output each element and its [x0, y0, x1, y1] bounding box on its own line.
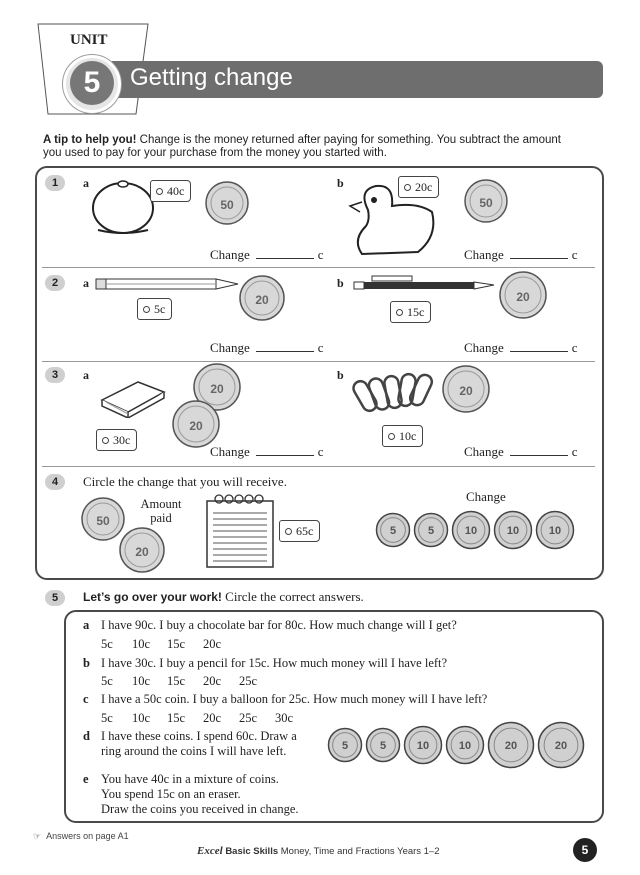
question-number-1: 1 — [45, 175, 65, 191]
notebook-image — [98, 378, 168, 418]
answer-option[interactable]: 20c — [203, 674, 222, 688]
answer-line[interactable] — [510, 446, 568, 456]
change-label: Change — [464, 444, 504, 459]
pencil-image — [95, 276, 240, 292]
svg-text:20: 20 — [255, 293, 269, 307]
answer-line[interactable] — [510, 342, 568, 352]
price-tag: 10c — [382, 425, 423, 447]
q5d-letter: d — [83, 729, 90, 743]
coin-10c-icon[interactable] — [493, 510, 533, 550]
change-coins-row — [375, 502, 595, 558]
q5e-letter: e — [83, 772, 89, 786]
tip-lead: A tip to help you! — [43, 134, 137, 146]
cents-unit: c — [571, 340, 578, 355]
svg-text:20: 20 — [554, 740, 568, 752]
tip-body: Change is the money returned after paying for something. You subtract the amount you used to pay for your purchase from the money you started with. — [43, 134, 561, 159]
footer-title — [197, 845, 440, 857]
change-answer-q3a — [210, 444, 324, 460]
coin-10c-icon[interactable] — [445, 725, 485, 765]
answer-option[interactable]: 10c — [132, 674, 151, 688]
q5a-question: I have 90c. I buy a chocolate bar for 80c. How much change will I get? — [101, 618, 457, 632]
price-tag: 20c — [398, 176, 439, 198]
svg-text:5: 5 — [389, 525, 397, 537]
change-label: Change — [464, 247, 504, 262]
svg-text:20: 20 — [516, 290, 530, 304]
amount-paid-label: Amount paid — [140, 497, 182, 525]
svg-text:20: 20 — [135, 545, 149, 559]
q5-text: Circle the correct answers. — [221, 589, 364, 604]
page-number: 5 — [573, 838, 597, 862]
svg-text:50: 50 — [479, 196, 493, 210]
answer-option[interactable]: 5c — [101, 637, 113, 651]
q5a-letter: a — [83, 618, 90, 632]
answer-option[interactable]: 15c — [167, 711, 186, 725]
answer-option[interactable]: 25c — [239, 674, 258, 688]
change-label: Change — [210, 247, 250, 262]
svg-text:10: 10 — [548, 525, 562, 537]
q5e-line3: Draw the coins you received in change. — [101, 802, 299, 816]
answers-note — [33, 831, 129, 842]
q5-instruction — [83, 589, 364, 605]
q3b-letter: b — [337, 368, 344, 382]
q5d-line2: ring around the coins I will have left. — [101, 744, 287, 758]
brand-excel: Excel — [197, 845, 223, 857]
divider — [42, 361, 595, 362]
answer-option[interactable]: 5c — [101, 674, 113, 688]
svg-text:20: 20 — [504, 740, 518, 752]
coin-20c-icon — [171, 399, 221, 449]
price-tag: 30c — [96, 429, 137, 451]
q5b-question: I have 30c. I buy a pencil for 15c. How much money will I have left? — [101, 656, 448, 670]
svg-text:10: 10 — [506, 525, 520, 537]
coin-20c-icon[interactable] — [487, 721, 535, 769]
price-tag: 5c — [137, 298, 172, 320]
cents-unit: c — [317, 340, 324, 355]
coin-10c-icon[interactable] — [451, 510, 491, 550]
answer-option[interactable]: 15c — [167, 637, 186, 651]
pen-image — [352, 274, 497, 294]
page-title: Getting change — [130, 64, 293, 91]
q5b-letter: b — [83, 656, 90, 670]
divider — [42, 267, 595, 268]
answer-line[interactable] — [256, 249, 314, 259]
question-number-3: 3 — [45, 367, 65, 383]
spiral-notepad-image — [205, 493, 277, 569]
q1b-letter: b — [337, 176, 344, 190]
svg-text:10: 10 — [416, 740, 430, 752]
coin-20c-icon — [441, 364, 491, 414]
q3a-letter: a — [83, 368, 89, 382]
change-answer-q2a — [210, 340, 324, 356]
unit-number: 5 — [70, 61, 114, 105]
coin-5c-icon[interactable] — [413, 512, 449, 548]
coin-5c-icon[interactable] — [327, 727, 363, 763]
svg-text:20: 20 — [459, 384, 473, 398]
tip-text — [43, 134, 573, 160]
question-number-4: 4 — [45, 474, 65, 490]
q1a-letter: a — [83, 176, 89, 190]
price-tag: 40c — [150, 180, 191, 202]
cents-unit: c — [571, 247, 578, 262]
change-answer-q3b — [464, 444, 578, 460]
q5e-line2: You spend 15c on an eraser. — [101, 787, 241, 801]
coin-10c-icon[interactable] — [403, 725, 443, 765]
answer-option[interactable]: 25c — [239, 711, 258, 725]
pointing-hand-icon: ☞ — [33, 831, 42, 841]
answer-option[interactable]: 15c — [167, 674, 186, 688]
answer-option[interactable]: 10c — [132, 711, 151, 725]
coin-20c-icon — [118, 526, 166, 574]
coin-50c-icon — [463, 178, 509, 224]
change-answer-q1a — [210, 247, 324, 263]
svg-text:20: 20 — [210, 382, 224, 396]
q5c-letter: c — [83, 692, 89, 706]
coin-20c-icon — [238, 274, 286, 322]
coin-20c-icon — [498, 270, 548, 320]
cents-unit: c — [317, 444, 324, 459]
answer-line[interactable] — [510, 249, 568, 259]
svg-text:20: 20 — [189, 419, 203, 433]
coin-50c-icon — [204, 180, 250, 226]
q5e-line1: You have 40c in a mixture of coins. — [101, 772, 279, 786]
q4-instruction: Circle the change that you will receive. — [83, 474, 287, 489]
answer-option[interactable]: 5c — [101, 711, 113, 725]
question-number-2: 2 — [45, 275, 65, 291]
q5c-options — [101, 711, 305, 726]
svg-text:10: 10 — [458, 740, 472, 752]
change-answer-q1b — [464, 247, 578, 263]
answer-line[interactable] — [256, 446, 314, 456]
cents-unit: c — [317, 247, 324, 262]
q5-lead: Let’s go over your work! — [83, 590, 222, 604]
paperclips-image — [352, 370, 437, 418]
svg-text:50: 50 — [220, 198, 234, 212]
answer-option[interactable]: 30c — [275, 711, 294, 725]
q5c-question: I have a 50c coin. I buy a balloon for 25c. How much money will I have left? — [101, 692, 488, 706]
answer-option[interactable]: 20c — [203, 637, 222, 651]
q5b-options — [101, 674, 269, 689]
q2b-letter: b — [337, 276, 344, 290]
coin-20c-icon[interactable] — [537, 721, 585, 769]
change-heading: Change — [466, 489, 506, 504]
answer-line[interactable] — [256, 342, 314, 352]
svg-text:10: 10 — [464, 525, 478, 537]
unit-label: UNIT — [70, 32, 108, 48]
change-label: Change — [210, 340, 250, 355]
brand-series: Basic Skills — [225, 846, 279, 857]
price-tag: 65c — [279, 520, 320, 542]
answer-option[interactable]: 20c — [203, 711, 222, 725]
question-number-5: 5 — [45, 590, 65, 606]
cents-unit: c — [571, 444, 578, 459]
coin-5c-icon[interactable] — [375, 512, 411, 548]
q5d-line1: I have these coins. I spend 60c. Draw a — [101, 729, 297, 743]
answers-text: Answers on page A1 — [46, 831, 129, 841]
change-label: Change — [210, 444, 250, 459]
price-tag: 15c — [390, 301, 431, 323]
coin-10c-icon[interactable] — [535, 510, 575, 550]
change-label: Change — [464, 340, 504, 355]
coin-5c-icon[interactable] — [365, 727, 401, 763]
change-answer-q2b — [464, 340, 578, 356]
q2a-letter: a — [83, 276, 89, 290]
q5d-coins-row — [327, 718, 589, 772]
book-title: Money, Time and Fractions Years 1–2 — [278, 846, 440, 857]
svg-text:5: 5 — [427, 525, 435, 537]
divider — [42, 466, 595, 467]
svg-text:5: 5 — [341, 740, 349, 752]
answer-option[interactable]: 10c — [132, 637, 151, 651]
svg-text:5: 5 — [379, 740, 387, 752]
svg-text:50: 50 — [96, 514, 110, 528]
q5a-options — [101, 637, 233, 652]
